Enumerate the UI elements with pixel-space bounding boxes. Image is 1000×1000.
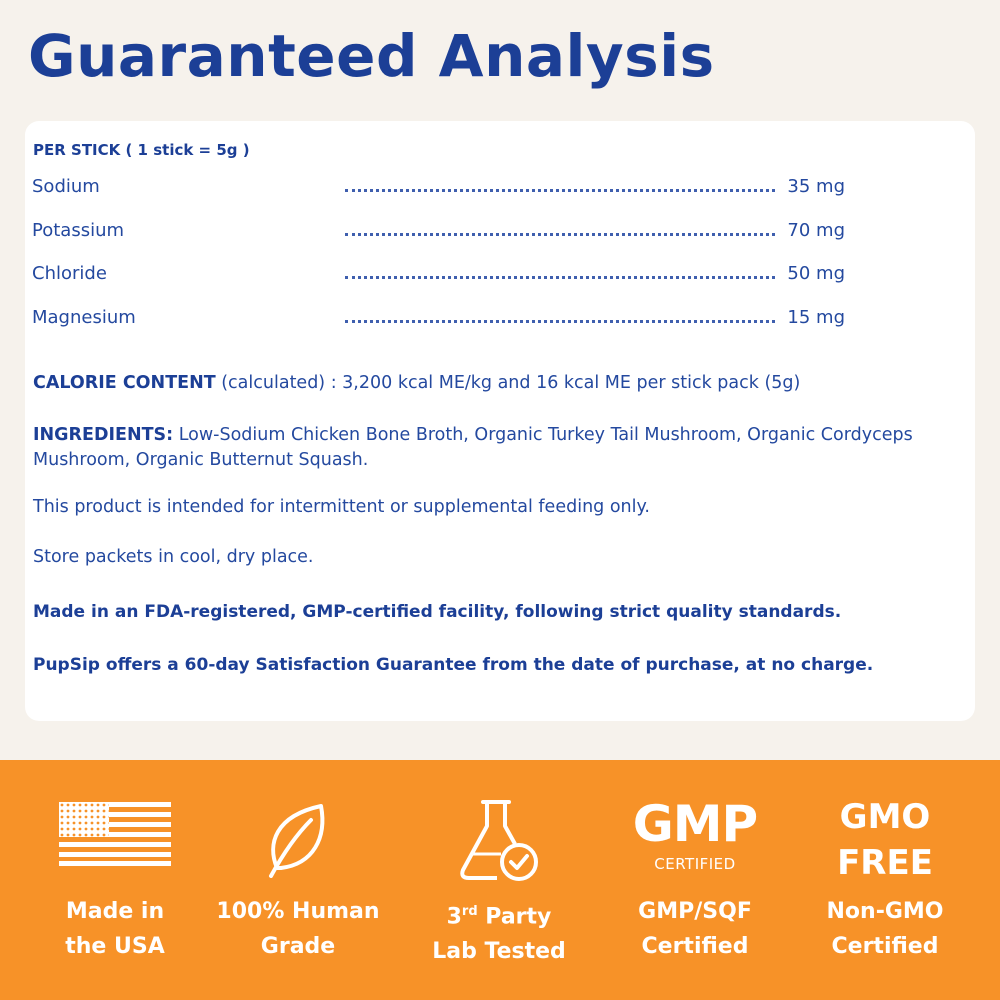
dot-leader (345, 276, 775, 279)
badge-gmp (595, 760, 795, 1000)
flask-check-icon (457, 798, 541, 884)
badge-made-in-usa (15, 760, 215, 1000)
ingredients (33, 423, 963, 473)
leaf-icon (263, 798, 333, 878)
nutrient-name: Chloride (32, 263, 107, 284)
ingredients-text: Low-Sodium Chicken Bone Broth, Organic Turkey Tail Mushroom, Organic Cordyceps Mushroom, Organic Butternut Squash. (33, 425, 913, 470)
dot-leader (345, 233, 775, 236)
gmo-mark-line2: FREE (837, 843, 933, 883)
badge-label-line1: Non-GMO (826, 899, 944, 924)
nutrient-row-chloride (25, 263, 975, 293)
badge-label-line2: the USA (65, 934, 165, 959)
nutrient-name: Sodium (32, 176, 100, 197)
gmo-mark-line1: GMO (839, 797, 931, 837)
badge-label-line1: 3rd Party (446, 904, 552, 930)
badge-band (0, 760, 1000, 1000)
badge-label-line2: Certified (831, 934, 939, 959)
guarantee-note: PupSip offers a 60-day Satisfaction Guarantee from the date of purchase, at no charge. (33, 655, 874, 675)
nutrient-value: 50 mg (787, 263, 845, 284)
nutrient-value: 70 mg (787, 220, 845, 241)
nutrient-name: Potassium (32, 220, 125, 241)
badge-label (595, 894, 795, 964)
badge-label (399, 894, 599, 969)
badge-label-line2: Lab Tested (432, 939, 566, 965)
dot-leader (345, 320, 775, 323)
page-title: Guaranteed Analysis (28, 22, 715, 90)
badge-lab-tested (399, 760, 599, 1000)
gmo-free-logo (785, 794, 985, 886)
calorie-label: CALORIE CONTENT (33, 373, 216, 393)
nutrient-name: Magnesium (32, 307, 136, 328)
badge-label-line1: Made in (65, 899, 165, 924)
badge-label (785, 894, 985, 964)
nutrient-value: 35 mg (787, 176, 845, 197)
badge-label (15, 894, 215, 964)
badge-label (198, 894, 398, 964)
analysis-panel (25, 121, 975, 721)
badge-label-line1: GMP/SQF (638, 899, 752, 924)
nutrient-row-sodium (25, 176, 975, 206)
badge-label-line2: Certified (641, 934, 749, 959)
calorie-content (33, 371, 963, 396)
badge-label-line1: 100% Human (216, 899, 380, 924)
nutrient-row-magnesium (25, 307, 975, 337)
dot-leader (345, 189, 775, 192)
nutrient-row-potassium (25, 220, 975, 250)
storage-note: Store packets in cool, dry place. (33, 547, 314, 567)
facility-note: Made in an FDA-registered, GMP-certified facility, following strict quality standards. (33, 602, 842, 622)
gmp-certified-sub: CERTIFIED (654, 855, 736, 873)
badge-label-line2: Grade (260, 934, 336, 959)
badge-human-grade (198, 760, 398, 1000)
calorie-text: (calculated) : 3,200 kcal ME/kg and 16 kcal ME per stick pack (5g) (215, 373, 801, 393)
us-flag-icon (59, 802, 171, 866)
gmp-logo: GMP (632, 795, 758, 853)
badge-gmo-free (785, 760, 985, 1000)
per-stick-heading: PER STICK ( 1 stick = 5g ) (33, 141, 250, 159)
ingredients-label: INGREDIENTS: (33, 425, 174, 445)
feeding-note: This product is intended for intermittent or supplemental feeding only. (33, 497, 650, 517)
nutrient-value: 15 mg (787, 307, 845, 328)
